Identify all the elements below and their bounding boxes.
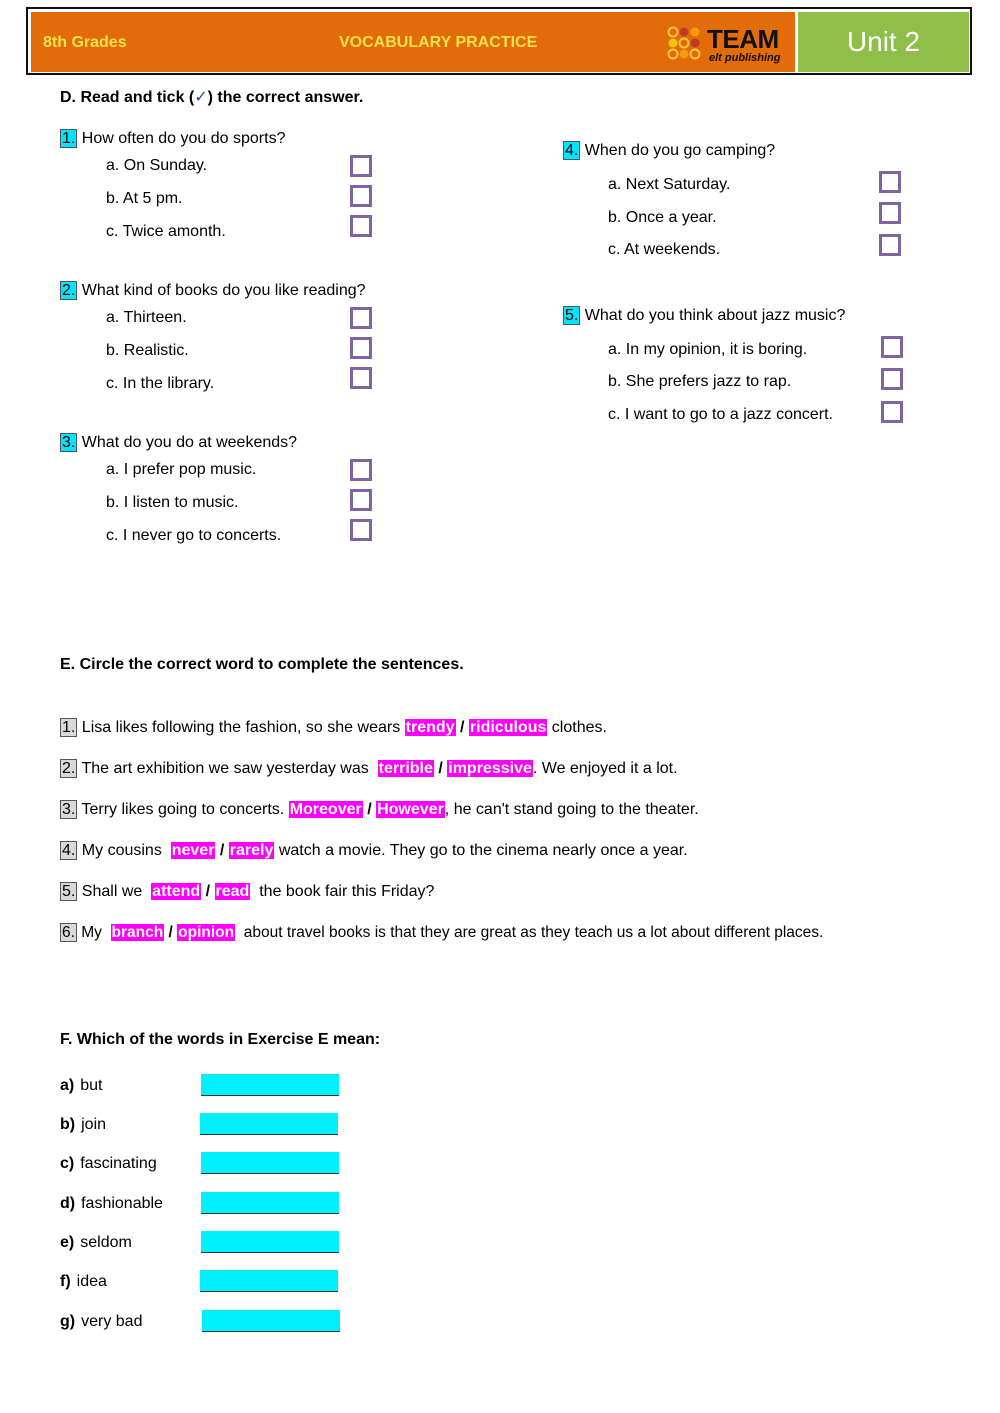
sentence-3 [60, 801, 699, 819]
question-3 [60, 434, 297, 452]
question-text: How often do you do sports? [81, 130, 286, 147]
word-choice-1[interactable]: branch [111, 924, 164, 941]
item-word: idea [76, 1273, 107, 1290]
sentence-number: 4. [62, 842, 76, 859]
sentence-5 [60, 883, 434, 901]
question-text: What kind of books do you like reading? [81, 282, 366, 299]
question-1 [60, 130, 285, 148]
separator: / [219, 842, 225, 859]
logo-text: TEAM [707, 24, 779, 54]
item-word: join [81, 1116, 107, 1133]
unit-badge [798, 12, 969, 72]
question-5 [563, 307, 845, 325]
match-item-d [60, 1195, 163, 1213]
grade-label: 8th Grades [43, 34, 127, 51]
checkbox-5b[interactable] [881, 368, 903, 390]
tick-icon: ✓ [194, 89, 208, 106]
sentence-post: . We enjoyed it a lot. [532, 760, 678, 777]
sentence-4 [60, 842, 688, 860]
item-letter: c) [60, 1155, 75, 1172]
section-d-title-pre: D. Read and tick ( [60, 89, 195, 106]
option-5a: a. In my opinion, it is boring. [608, 341, 808, 358]
option-3a: a. I prefer pop music. [106, 461, 257, 478]
checkbox-1a[interactable] [350, 155, 372, 177]
option-3c: c. I never go to concerts. [106, 527, 282, 544]
item-word: very bad [81, 1313, 143, 1330]
word-choice-1[interactable]: Moreover [289, 801, 362, 818]
word-choice-1[interactable]: trendy [405, 719, 455, 736]
question-text: What do you do at weekends? [81, 434, 298, 451]
item-letter: f) [60, 1273, 71, 1290]
header-banner [31, 12, 795, 72]
answer-blank-c[interactable] [201, 1152, 339, 1174]
question-2 [60, 282, 366, 300]
checkbox-1c[interactable] [350, 215, 372, 237]
word-choice-2[interactable]: impressive [448, 760, 532, 777]
question-text: What do you think about jazz music? [584, 307, 846, 324]
option-1a: a. On Sunday. [106, 157, 208, 174]
sentence-pre: Terry likes going to concerts. [81, 801, 289, 818]
checkbox-3b[interactable] [350, 489, 372, 511]
option-2b: b. Realistic. [106, 342, 189, 359]
sentence-2 [60, 760, 678, 778]
section-f-title: F. Which of the words in Exercise E mean: [60, 1031, 381, 1048]
separator: / [367, 801, 372, 818]
option-5c: c. I want to go to a jazz concert. [608, 406, 833, 423]
item-word: but [80, 1077, 103, 1094]
question-number: 2. [62, 282, 76, 299]
match-item-f [60, 1273, 107, 1291]
sentence-1 [60, 719, 607, 737]
option-4b: b. Once a year. [608, 209, 717, 226]
separator: / [438, 760, 443, 777]
answer-blank-f[interactable] [200, 1270, 338, 1292]
item-letter: a) [60, 1077, 75, 1094]
question-text: When do you go camping? [584, 142, 776, 159]
word-choice-2[interactable]: rarely [229, 842, 274, 859]
word-choice-2[interactable]: read [215, 883, 250, 900]
item-letter: d) [60, 1195, 76, 1212]
item-letter: g) [60, 1313, 76, 1330]
section-d-title-post: ) the correct answer. [207, 89, 364, 106]
section-d-title [60, 87, 363, 107]
sentence-pre: My cousins [81, 842, 171, 859]
match-item-a [60, 1077, 102, 1095]
sentence-number: 1. [62, 719, 76, 736]
option-1b: b. At 5 pm. [106, 190, 183, 207]
answer-blank-e[interactable] [201, 1231, 339, 1253]
separator: / [168, 924, 173, 941]
question-number: 5. [565, 307, 579, 324]
logo-subtext: elt publishing [709, 52, 781, 64]
option-4c: c. At weekends. [608, 241, 721, 258]
answer-blank-b[interactable] [200, 1113, 338, 1135]
sentence-number: 3. [62, 801, 76, 818]
match-item-b [60, 1116, 106, 1134]
match-item-c [60, 1155, 157, 1173]
checkbox-4a[interactable] [879, 171, 901, 193]
word-choice-2[interactable]: However [377, 801, 444, 818]
checkbox-5a[interactable] [881, 336, 903, 358]
separator: / [205, 883, 211, 900]
item-word: seldom [80, 1234, 132, 1251]
word-choice-1[interactable]: terrible [378, 760, 433, 777]
worksheet-title: VOCABULARY PRACTICE [339, 34, 538, 51]
sentence-pre: The art exhibition we saw yesterday was [81, 760, 378, 777]
checkbox-3c[interactable] [350, 519, 372, 541]
answer-blank-g[interactable] [202, 1310, 340, 1332]
sentence-pre: My [81, 924, 111, 941]
sentence-number: 2. [62, 760, 76, 777]
option-2c: c. In the library. [106, 375, 215, 392]
question-number: 4. [565, 142, 579, 159]
checkbox-2a[interactable] [350, 307, 372, 329]
question-4 [563, 142, 775, 160]
worksheet-header [26, 7, 972, 75]
checkbox-4b[interactable] [879, 202, 901, 224]
option-2a: a. Thirteen. [106, 309, 187, 326]
sentence-post: clothes. [547, 719, 607, 736]
checkbox-2b[interactable] [350, 337, 372, 359]
item-word: fashionable [81, 1195, 163, 1212]
separator: / [460, 719, 465, 736]
section-e-title: E. Circle the correct word to complete the sentences. [60, 656, 464, 673]
checkbox-1b[interactable] [350, 185, 372, 207]
team-logo [667, 24, 787, 64]
answer-blank-d[interactable] [201, 1192, 339, 1214]
sentence-pre: Shall we [81, 883, 152, 900]
question-number: 3. [62, 434, 76, 451]
item-word: fascinating [80, 1155, 157, 1172]
answer-blank-a[interactable] [201, 1074, 339, 1096]
logo-dots-icon [667, 26, 703, 60]
sentence-number: 6. [62, 924, 75, 941]
word-choice-1[interactable]: attend [152, 883, 201, 900]
item-letter: b) [60, 1116, 76, 1133]
checkbox-2c[interactable] [350, 367, 372, 389]
question-number: 1. [62, 130, 76, 147]
option-5b: b. She prefers jazz to rap. [608, 373, 792, 390]
match-item-e [60, 1234, 132, 1252]
sentence-6 [60, 924, 823, 942]
option-1c: c. Twice amonth. [106, 223, 226, 240]
checkbox-4c[interactable] [879, 234, 901, 256]
word-choice-2[interactable]: opinion [178, 924, 235, 941]
sentence-pre: Lisa likes following the fashion, so she wears [81, 719, 405, 736]
item-letter: e) [60, 1234, 75, 1251]
word-choice-1[interactable]: never [171, 842, 215, 859]
sentence-post: about travel books is that they are great as they teach us a lot about different places. [235, 924, 824, 941]
match-item-g [60, 1313, 142, 1331]
word-choice-2[interactable]: ridiculous [469, 719, 547, 736]
checkbox-3a[interactable] [350, 459, 372, 481]
unit-label: Unit 2 [846, 26, 921, 57]
checkbox-5c[interactable] [881, 401, 903, 423]
sentence-number: 5. [62, 883, 76, 900]
option-3b: b. I listen to music. [106, 494, 239, 511]
sentence-post: the book fair this Friday? [250, 883, 435, 900]
option-4a: a. Next Saturday. [608, 176, 731, 193]
sentence-post: , he can't stand going to the theater. [444, 801, 699, 818]
sentence-post: watch a movie. They go to the cinema nearly once a year. [274, 842, 688, 859]
